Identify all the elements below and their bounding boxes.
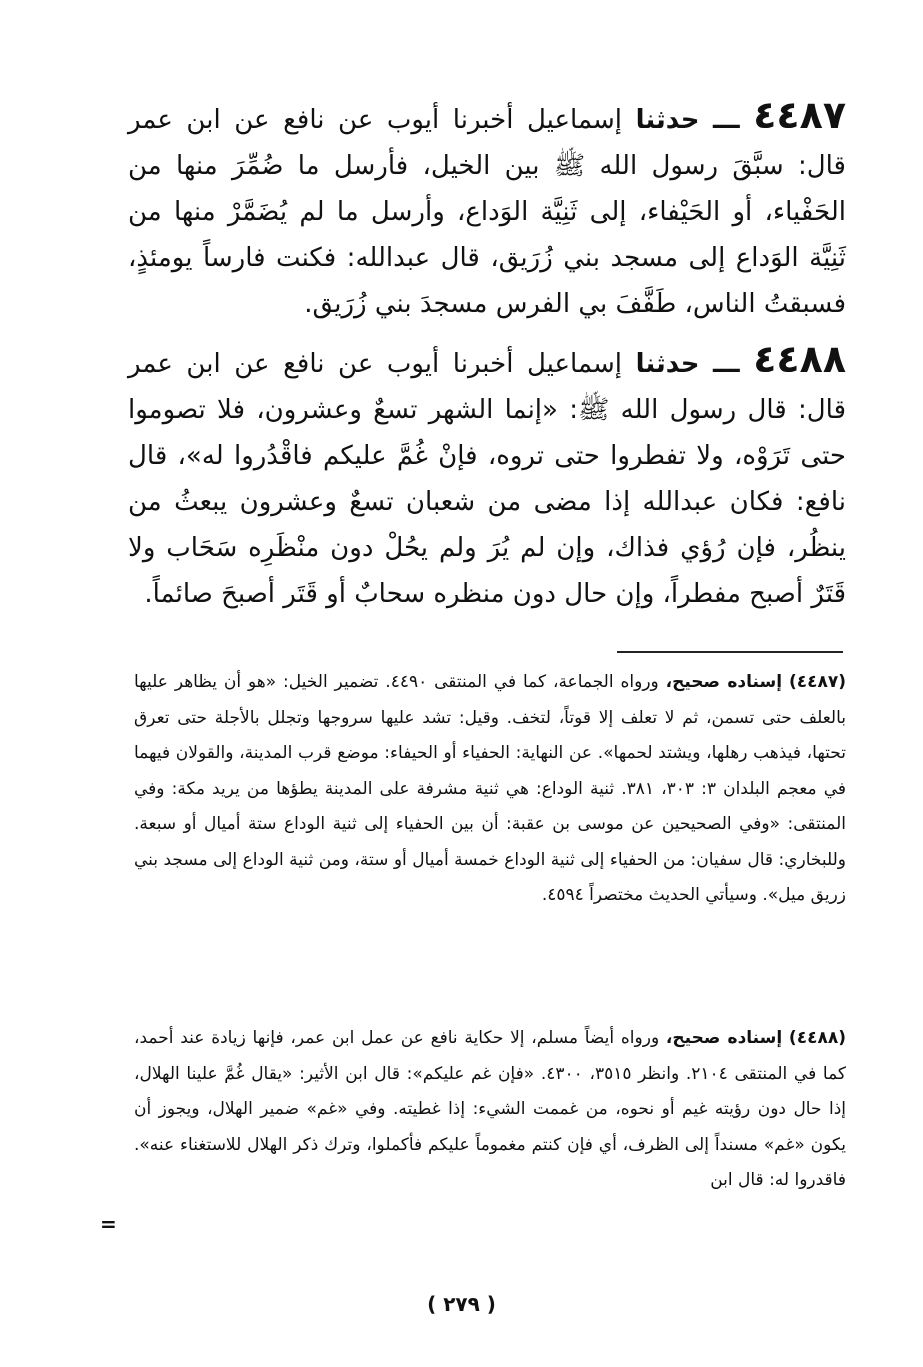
hadith-dash: ـــ bbox=[713, 105, 740, 135]
footnote-number: (٤٤٨٨) bbox=[788, 1028, 846, 1048]
continuation-mark: = bbox=[100, 1212, 117, 1236]
footnote-4487 bbox=[134, 665, 846, 914]
footnote-separator bbox=[617, 651, 843, 653]
footnote-number: (٤٤٨٧) bbox=[788, 672, 847, 692]
page-number: ( ٢٧٩ ) bbox=[427, 1292, 496, 1316]
hadith-number: ٤٤٨٧ bbox=[753, 93, 847, 137]
footnote-lead: إسناده صحيح، bbox=[665, 672, 783, 692]
hadith-4487 bbox=[128, 92, 846, 327]
hadith-number: ٤٤٨٨ bbox=[753, 337, 847, 381]
footnote-lead: إسناده صحيح، bbox=[665, 1028, 783, 1048]
hadith-4488 bbox=[128, 336, 846, 617]
hadith-dash: ـــ bbox=[713, 349, 740, 379]
footnote-text: ورواه الجماعة، كما في المنتقى ٤٤٩٠. تضمير الخيل: «هو أن يظاهر عليها بالعلف حتى تسمن، ثم لا تعلف إلا قوتاً، لتخف. وقيل: تشد عليها سروجها وتجلل بالأجلة حتى تعرق تحتها، فيذهب رهلها، ويشتد لحمها». عن النهاية: الحفياء أو الحيفاء: موضع قرب المدينة، والقولان فيهما في معجم البلدان ٣: ٣٠٣، ٣٨١. ثنية الوداع: هي ثنية مشرفة على المدينة يطؤها من يريد مكة: وفي المنتقى: «وفي الصحيحين عن موسى بن عقبة: أن بين الحفياء إلى ثنية الوداع ستة أميال أو سبعة. وللبخاري: قال سفيان: من الحفياء إلى ثنية الوداع خمسة أميال أو ستة، ومن ثنية الوداع إلى مسجد بني زريق ميل». وسيأتي الحديث مختصراً ٤٥٩٤. bbox=[134, 672, 846, 905]
footnote-4488 bbox=[134, 1021, 846, 1199]
hadith-text: إسماعيل أخبرنا أيوب عن نافع عن ابن عمر قال: قال رسول الله ﷺ: «إنما الشهر تسعٌ وعشرون، فلا تصوموا حتى تَرَوْه، ولا تفطروا حتى تروه، فإنْ غُمَّ عليكم فاقْدُروا له»، قال نافع: فكان عبدالله إذا مضى من شعبان تسعٌ وعشرون يبعثُ من ينظُر، فإن رُؤي فذاك، وإن لم يُرَ ولم يحُلْ دون منْظَرِه سَحَاب ولا قَتَرٌ أصبح مفطراً، وإن حال دون منظره سحابٌ أو قَتَر أصبحَ صائماً. bbox=[128, 349, 846, 609]
hadith-lead-word: حدثنا bbox=[635, 349, 700, 379]
footnote-text: ورواه أيضاً مسلم، إلا حكاية نافع عن عمل ابن عمر، فإنها زيادة عند أحمد، كما في المنتقى ٢١٠٤. وانظر ٣٥١٥، ٤٣٠٠. «فإن غم عليكم»: قال ابن الأثير: «يقال غُمَّ علينا الهلال، إذا حال دون رؤيته غيم أو نحوه، من غممت الشيء: إذا غطيته. وفي «غم» ضمير الهلال، ويجوز أن يكون «غم» مسنداً إلى الظرف، أي فإن كنتم مغموماً عليكم فأكملوا، وترك ذكر الهلال للاستغناء عنه». فاقدروا له: قال ابن bbox=[134, 1028, 846, 1190]
hadith-lead-word: حدثنا bbox=[635, 105, 700, 135]
hadith-text: إسماعيل أخبرنا أيوب عن نافع عن ابن عمر قال: سبَّقَ رسول الله ﷺ بين الخيل، فأرسل ما ضُمِّرَ منها من الحَفْياء، أو الحَيْفاء، إلى ثَنِيَّة الوَداع، وأرسل ما لم يُضَمَّرْ منها من ثَنِيَّة الوَداع إلى مسجد بني زُرَيق، قال عبدالله: فكنت فارساً يومئذٍ، فسبقتُ الناس، طَفَّفَ بي الفرس مسجدَ بني زُرَيق. bbox=[128, 105, 846, 319]
